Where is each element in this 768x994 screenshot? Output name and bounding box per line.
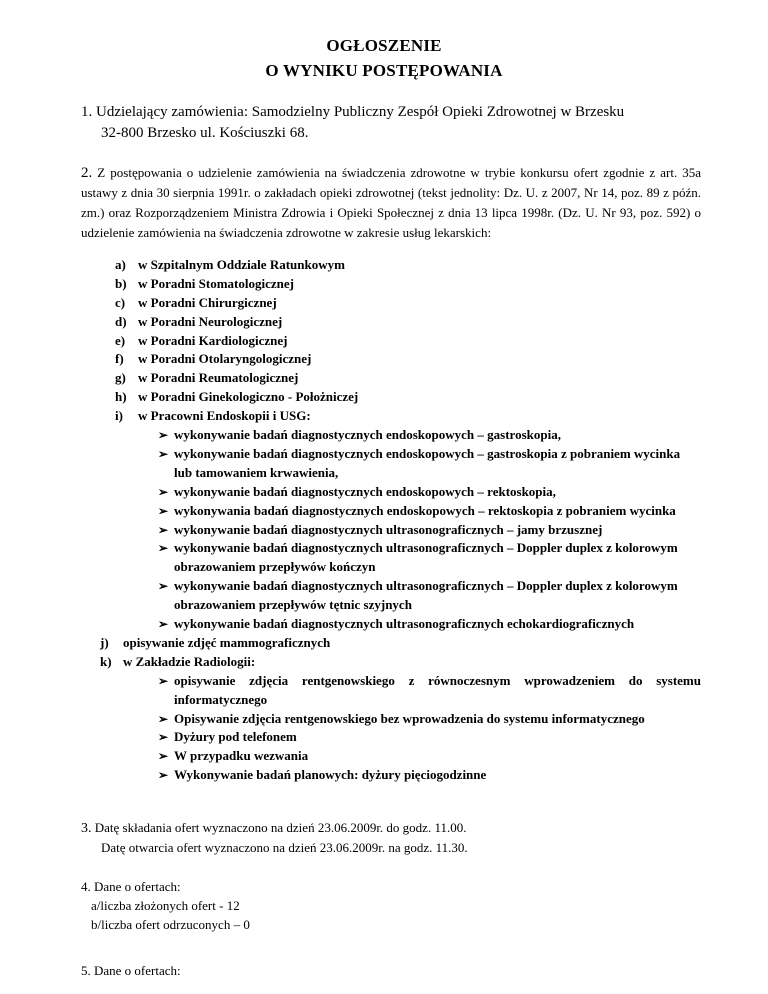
item-text: w Poradni Reumatologicznej <box>138 370 299 386</box>
arrow-bullet-icon: ➢ <box>158 730 169 745</box>
section-1-line-1: 1. Udzielający zamówienia: Samodzielny Publiczny Zespół Opieki Zdrowotnej w Brzesku <box>81 104 625 120</box>
section-5-title: 5. Dane o ofertach: <box>81 963 181 978</box>
item-text: w Szpitalnym Oddziale Ratunkowym <box>138 257 345 272</box>
list-item <box>81 634 701 653</box>
sub-item-text: Opisywanie zdjęcia rentgenowskiego bez wprowadzenia do systemu informatycznego <box>174 710 645 726</box>
sub-list-item <box>81 710 701 729</box>
list-item <box>81 313 701 332</box>
item-letter: k) <box>100 653 112 669</box>
item-text: w Poradni Otolaryngologicznej <box>138 351 312 367</box>
item-letter: c) <box>115 294 126 310</box>
section-3 <box>81 818 468 857</box>
sub-item-text: wykonywanie badań diagnostycznych ultrasonograficznych – Doppler duplex z kolorowym obrazowaniem przepływów tętnic szyjnych <box>174 578 678 613</box>
arrow-bullet-icon: ➢ <box>158 673 169 688</box>
list-item <box>81 294 701 313</box>
section-2-number: 2. <box>81 165 93 181</box>
item-letter: h) <box>115 389 127 405</box>
list-item <box>81 275 701 294</box>
sub-list-item <box>81 539 701 577</box>
sub-list-item <box>81 445 701 483</box>
item-text: w Poradni Ginekologiczno - Położniczej <box>138 389 359 405</box>
item-text: w Poradni Kardiologicznej <box>138 332 288 348</box>
list-item <box>81 332 701 351</box>
sub-item-text: opisywanie zdjęcia rentgenowskiego z równoczesnym wprowadzeniem do systemu informatycznego <box>174 672 701 707</box>
sub-list-item <box>81 747 701 766</box>
item-letter: a) <box>115 257 126 272</box>
sub-item-text: Dyżury pod telefonem <box>174 729 297 745</box>
services-list <box>81 256 701 785</box>
sub-list-item <box>81 728 701 747</box>
list-item <box>81 369 701 388</box>
item-text: w Pracowni Endoskopii i USG: <box>138 408 311 424</box>
sub-item-text: wykonywania badań diagnostycznych endoskopowych – rektoskopia z pobraniem wycinka <box>174 502 676 518</box>
list-item <box>81 388 701 407</box>
arrow-bullet-icon: ➢ <box>158 484 169 499</box>
sub-list-item <box>81 615 701 634</box>
section-3-line-2: Datę otwarcia ofert wyznaczono na dzień 23.06.2009r. na godz. 11.30. <box>101 840 468 855</box>
item-letter: j) <box>100 634 109 650</box>
sub-item-text: wykonywanie badań diagnostycznych endoskopowych – gastroskopia, <box>174 427 561 443</box>
arrow-bullet-icon: ➢ <box>158 522 169 537</box>
sub-item-text: wykonywanie badań diagnostycznych endoskopowych – gastroskopia z pobraniem wycinka lub tamowaniem krwawienia, <box>174 445 681 480</box>
sub-item-text: wykonywanie badań diagnostycznych endoskopowych – rektoskopia, <box>174 483 556 499</box>
sub-item-text: wykonywanie badań diagnostycznych ultrasonograficznych echokardiograficznych <box>174 616 635 632</box>
sub-list-item <box>81 502 701 521</box>
list-item <box>81 350 701 369</box>
arrow-bullet-icon: ➢ <box>158 768 169 783</box>
sub-list-item <box>81 672 701 710</box>
sub-item-text: wykonywanie badań diagnostycznych ultrasonograficznych – Doppler duplex z kolorowym obrazowaniem przepływów kończyn <box>174 540 678 575</box>
section-2-paragraph <box>81 163 701 243</box>
section-1-line-2: 32-800 Brzesko ul. Kościuszki 68. <box>101 125 309 141</box>
arrow-bullet-icon: ➢ <box>158 711 169 726</box>
arrow-bullet-icon: ➢ <box>158 503 169 518</box>
document-title: OGŁOSZENIE <box>326 36 442 55</box>
sub-list-item <box>81 483 701 502</box>
section-3-line-1: Datę składania ofert wyznaczono na dzień 23.06.2009r. do godz. 11.00. <box>94 820 467 835</box>
section-4-item-a: a/liczba złożonych ofert - 12 <box>91 898 240 913</box>
item-text: w Poradni Stomatologicznej <box>138 275 294 291</box>
sub-list-item <box>81 766 701 785</box>
sub-item-text: wykonywanie badań diagnostycznych ultrasonograficznych – jamy brzusznej <box>174 521 603 537</box>
item-letter: f) <box>115 351 124 367</box>
sub-item-text: Wykonywanie badań planowych: dyżury pięciogodzinne <box>174 767 487 783</box>
section-4 <box>81 877 250 934</box>
arrow-bullet-icon: ➢ <box>158 749 169 764</box>
section-3-number: 3. <box>81 821 92 836</box>
item-letter: g) <box>115 370 126 386</box>
item-letter: d) <box>115 313 127 329</box>
radiology-sublist <box>81 672 701 785</box>
item-text: w Zakładzie Radiologii: <box>123 653 256 669</box>
sub-list-item <box>81 426 701 445</box>
arrow-bullet-icon: ➢ <box>158 446 169 461</box>
arrow-bullet-icon: ➢ <box>158 428 169 443</box>
arrow-bullet-icon: ➢ <box>158 541 169 556</box>
document-subtitle: O WYNIKU POSTĘPOWANIA <box>265 61 503 80</box>
section-1 <box>81 102 701 144</box>
item-text: opisywanie zdjęć mammograficznych <box>123 634 331 650</box>
sub-item-text: W przypadku wezwania <box>174 748 309 764</box>
list-item <box>81 653 701 672</box>
endoscopy-sublist <box>81 426 701 634</box>
item-letter: i) <box>115 408 123 424</box>
section-4-item-b: b/liczba ofert odrzuconych – 0 <box>91 917 250 932</box>
list-item <box>81 407 701 426</box>
arrow-bullet-icon: ➢ <box>158 579 169 594</box>
list-item <box>81 256 701 275</box>
arrow-bullet-icon: ➢ <box>158 617 169 632</box>
sub-list-item <box>81 521 701 540</box>
item-letter: e) <box>115 332 126 348</box>
section-5 <box>81 961 181 980</box>
section-4-title: 4. Dane o ofertach: <box>81 879 181 894</box>
sub-list-item <box>81 577 701 615</box>
item-letter: b) <box>115 275 127 291</box>
item-text: w Poradni Neurologicznej <box>138 313 283 329</box>
item-text: w Poradni Chirurgicznej <box>138 294 277 310</box>
section-2-text: Z postępowania o udzielenie zamówienia na świadczenia zdrowotne w trybie konkursu ofert zgodnie z art. 35a ustawy z dnia 30 sierpnia 1991r. o zakładach opieki zdrowotnej (tekst jednolity: Dz. U. z 2007, Nr 14, poz. 89 z późn. zm.) oraz Rozporządzeniem Ministra Zdrowia i Opieki Społecznej z dnia 13 lipca 1998r. (Dz. U. Nr 93, poz. 592) o udzielenie zamówienia na świadczenia zdrowotne w zakresie usług lekarskich: <box>81 165 702 240</box>
